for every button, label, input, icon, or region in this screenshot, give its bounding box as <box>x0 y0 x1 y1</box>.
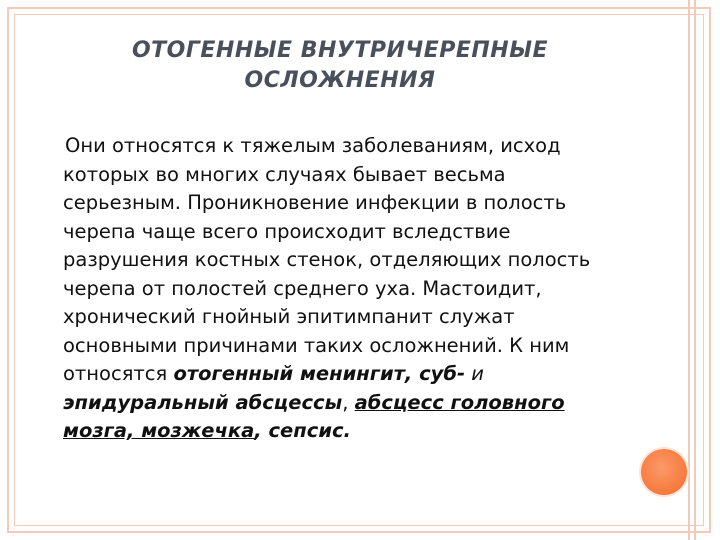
conjunction-and: и <box>465 362 484 385</box>
paragraph-lead-text: Они относятся к тяжелым заболеваниям, исход которых во многих случаях бывает весьма серьезным. Проникновение инфекции в полость черепа чаще всего происходит вследствие разрушения костных стенок, отделяющих полость черепа от полостей среднего уха. Мастоидит, хронический гнойный эпитимпанит служат основными причинами таких осложнений. К ним относятся <box>63 134 591 385</box>
term-epidural-abscess: эпидуральный абсцессы <box>63 390 343 414</box>
term-sub: суб- <box>419 362 466 385</box>
separator: , <box>254 419 269 442</box>
slide-title-line2: ОСЛОЖНЕНИЯ <box>244 68 436 93</box>
decor-vertical-line <box>688 0 690 540</box>
separator: , <box>404 362 420 385</box>
term-brain-abscess: абсцесс головного мозга, мозжечка <box>63 390 565 442</box>
slide-title <box>40 36 640 96</box>
term-sepsis: сепсис <box>268 419 344 442</box>
term-otogenic-meningitis: отогенный менингит <box>173 362 405 385</box>
decor-orange-circle <box>641 449 687 495</box>
slide-body-paragraph <box>63 132 623 446</box>
decor-vertical-line <box>694 0 696 540</box>
paragraph-end: . <box>343 419 351 442</box>
separator: , <box>342 390 355 414</box>
slide-title-line1: ОТОГЕННЫЕ ВНУТРИЧЕРЕПНЫЕ <box>131 38 549 63</box>
